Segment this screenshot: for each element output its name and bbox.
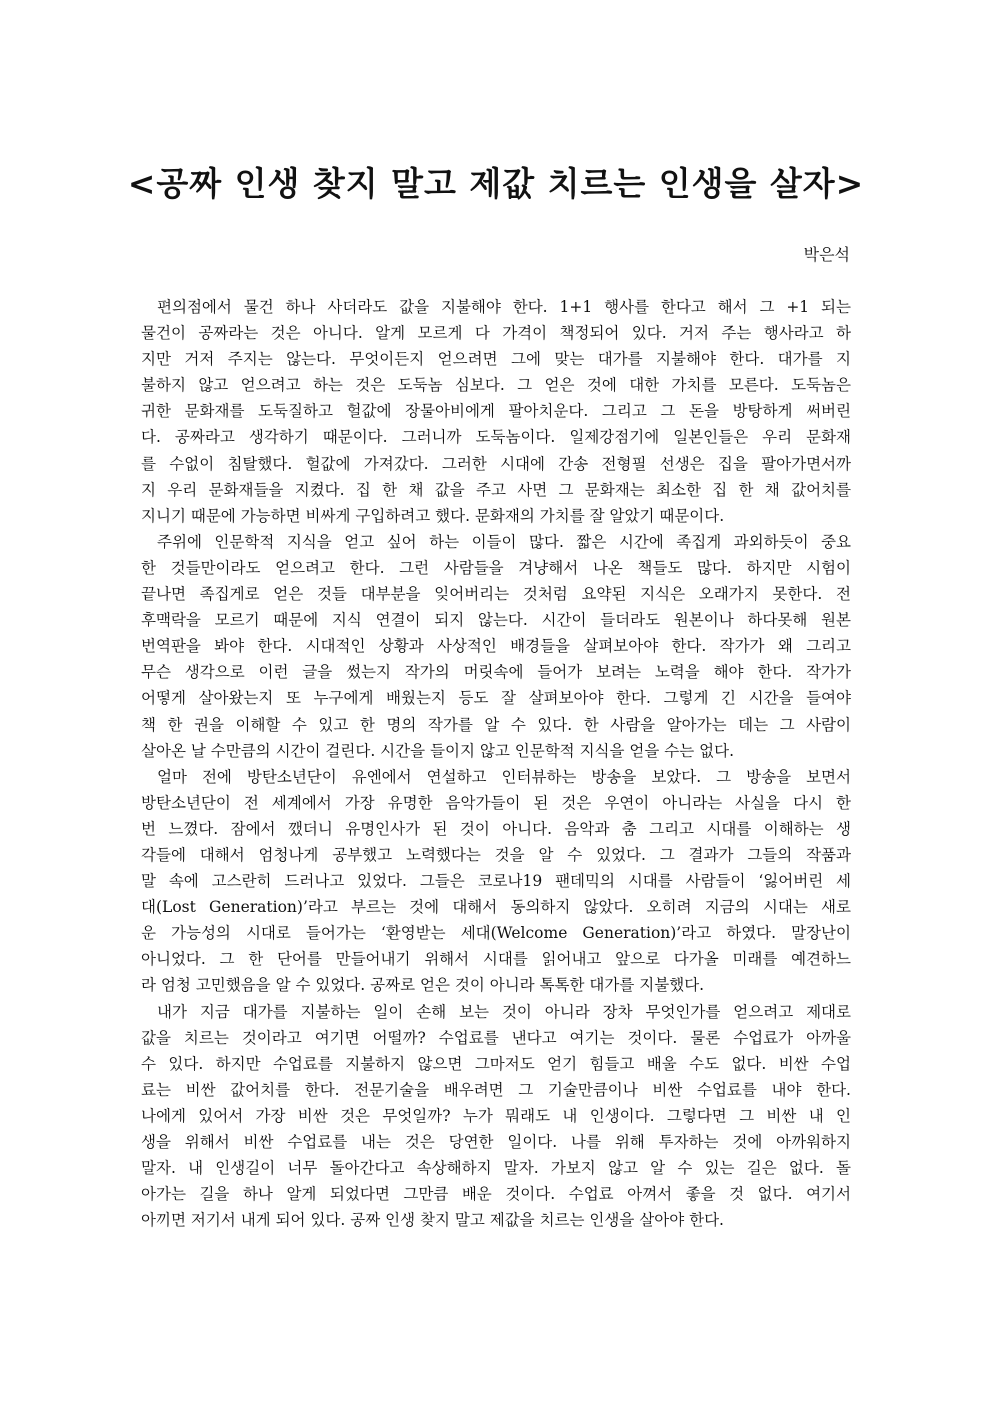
text-line: 를 수없이 침탈했다. 헐값에 가져갔다. 그러한 시대에 간송 전형필 선생은 집을 팔아가면서까 [141,454,851,473]
text-line: 다. 공짜라고 생각하기 때문이다. 그러니까 도둑놈이다. 일제강점기에 일본인들은 우리 문화재 [141,428,851,447]
text-line: 대(Lost Generation)’라고 부르는 것에 대해서 동의하지 않았다. 오히려 지금의 시대는 새로 [141,898,851,917]
document-body [141,294,851,1233]
text-line: 후맥락을 모르기 때문에 지식 연결이 되지 않는다. 시간이 들더라도 원본이나 하다못해 원본 [141,611,851,630]
text-line: 생을 위해서 비싼 수업료를 내는 것은 당연한 일이다. 나를 위해 투자하는 것에 아까워하지 [141,1133,851,1151]
text-line: 편의점에서 물건 하나 사더라도 값을 지불해야 한다. 1+1 행사를 한다고 해서 그 +1 되는 [157,298,851,316]
text-line: 료는 비싼 값어치를 한다. 전문기술을 배우려면 그 기술만큼이나 비싼 수업료를 내야 한다. [141,1080,851,1099]
author-name: 박은석 [803,245,850,264]
text-line: 어떻게 살아왔는지 또 누구에게 배웠는지 등도 잘 살펴보아야 한다. 그렇게 긴 시간을 들여야 [141,689,851,708]
text-line: 물건이 공짜라는 것은 아니다. 알게 모르게 다 가격이 책정되어 있다. 거저 주는 행사라고 하 [141,324,851,343]
paragraph [141,764,851,999]
text-line: 수 있다. 하지만 수업료를 지불하지 않으면 그마저도 얻기 힘들고 배울 수도 없다. 비싼 수업 [141,1054,851,1073]
text-line: 번 느꼈다. 잠에서 깼더니 유명인사가 된 것이 아니다. 음악과 춤 그리고 시대를 이해하는 생 [141,819,851,838]
paragraph [141,294,851,529]
text-line: 한 것들만이라도 얻으려고 한다. 그런 사람들을 겨냥해서 나온 책들도 많다. 하지만 시험이 [141,558,851,577]
text-line: 운 가능성의 시대로 들어가는 ‘환영받는 세대(Welcome Generation)’라고 하였다. 말장난이 [141,924,851,943]
text-line: 라 엄청 고민했음을 알 수 있었다. 공짜로 얻은 것이 아니라 톡톡한 대가를 지불했다. [141,976,705,995]
text-line: 얼마 전에 방탄소년단이 유엔에서 연설하고 인터뷰하는 방송을 보았다. 그 방송을 보면서 [157,767,851,786]
text-line: 각들에 대해서 엄청나게 공부했고 노력했다는 것을 알 수 있었다. 그 결과가 그들의 작품과 [141,845,851,864]
text-line: 아니었다. 그 한 단어를 만들어내기 위해서 시대를 읽어내고 앞으로 다가올 미래를 예견하느 [141,950,851,969]
text-line: 값을 치르는 것이라고 여기면 어떨까? 수업료를 낸다고 여기는 것이다. 물론 수업료가 아까울 [141,1028,851,1047]
text-line: 지니기 때문에 가능하면 비싸게 구입하려고 했다. 문화재의 가치를 잘 알았기 때문이다. [141,506,725,525]
text-line: 아가는 길을 하나 알게 되었다면 그만큼 배운 것이다. 수업료 아껴서 좋을 것 없다. 여기서 [141,1185,851,1204]
document-title: <공짜 인생 찾지 말고 제값 치르는 인생을 살자> [127,164,865,203]
text-line: 나에게 있어서 가장 비싼 것은 무엇일까? 누가 뭐래도 내 인생이다. 그렇다면 그 비싼 내 인 [141,1106,851,1125]
text-line: 살아온 날 수만큼의 시간이 걸린다. 시간을 들이지 않고 인문학적 지식을 얻을 수는 없다. [141,741,735,760]
text-line: 아끼면 저기서 내게 되어 있다. 공짜 인생 찾지 말고 제값을 치르는 인생을 살아야 한다. [141,1211,724,1230]
text-line: 주위에 인문학적 지식을 얻고 싶어 하는 이들이 많다. 짧은 시간에 족집게 과외하듯이 중요 [157,532,851,551]
text-line: 불하지 않고 얻으려고 하는 것은 도둑놈 심보다. 그 얻은 것에 대한 가치를 모른다. 도둑놈은 [141,376,851,395]
text-line: 말 속에 고스란히 드러나고 있었다. 그들은 코로나19 팬데믹의 시대를 사람들이 ‘잃어버린 세 [141,872,851,891]
text-line: 지 우리 문화재들을 지켰다. 집 한 채 값을 주고 사면 그 문화재는 최소한 집 한 채 값어치를 [141,480,851,499]
text-line: 번역판을 봐야 한다. 시대적인 상황과 사상적인 배경들을 살펴보아야 한다. 작가가 왜 그리고 [141,637,851,656]
paragraph [141,529,851,764]
text-line: 끝나면 족집게로 얻은 것들 대부분을 잊어버리는 것처럼 요약된 지식은 오래가지 못한다. 전 [141,585,851,604]
text-line: 책 한 권을 이해할 수 있고 한 명의 작가를 알 수 있다. 한 사람을 알아가는 데는 그 사람이 [141,715,851,734]
text-line: 귀한 문화재를 도둑질하고 헐값에 장물아비에게 팔아치운다. 그리고 그 돈을 방탕하게 써버린 [141,402,851,421]
text-line: 무슨 생각으로 이런 글을 썼는지 작가의 머릿속에 들어가 보려는 노력을 해야 한다. 작가가 [141,663,851,682]
text-line: 내가 지금 대가를 지불하는 일이 손해 보는 것이 아니라 장차 무엇인가를 얻으려고 제대로 [157,1002,851,1021]
text-line: 방탄소년단이 전 세계에서 가장 유명한 음악가들이 된 것은 우연이 아니라는 사실을 다시 한 [141,793,851,812]
paragraph [141,999,851,1234]
text-line: 지만 거저 주지는 않는다. 무엇이든지 얻으려면 그에 맞는 대가를 지불해야 한다. 대가를 지 [141,350,851,369]
text-line: 말자. 내 인생길이 너무 돌아간다고 속상해하지 말자. 가보지 않고 알 수 있는 길은 없다. 돌 [141,1159,851,1178]
